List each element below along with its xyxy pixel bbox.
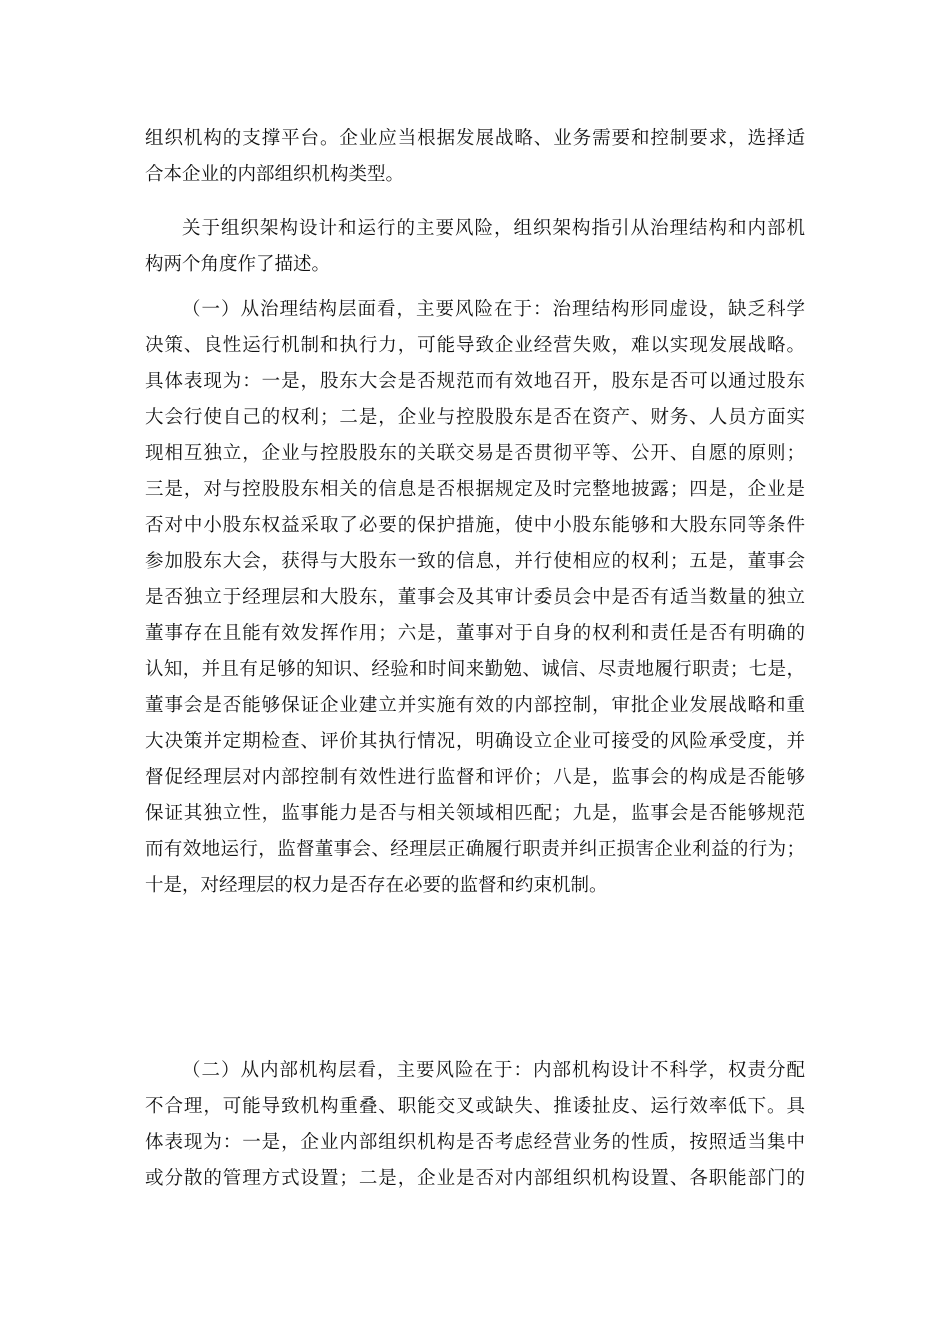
text-line: 认知，并且有足够的知识、经验和时间来勤勉、诚信、尽责地履行职责；七是， bbox=[145, 659, 805, 680]
text-line: 董事会是否能够保证企业建立并实施有效的内部控制，审批企业发展战略和重 bbox=[145, 695, 805, 716]
paragraph-org-platform bbox=[145, 121, 805, 193]
text-line: 决策、良性运行机制和执行力，可能导致企业经营失败，难以实现发展战略。 bbox=[145, 335, 805, 356]
text-line: 大决策并定期检查、评价其执行情况，明确设立企业可接受的风险承受度，并 bbox=[145, 731, 805, 752]
text-line: 董事存在且能有效发挥作用；六是，董事对于自身的权利和责任是否有明确的 bbox=[145, 623, 805, 644]
text-line: 现相互独立，企业与控股股东的关联交易是否贯彻平等、公开、自愿的原则； bbox=[145, 443, 805, 464]
text-line: 三是，对与控股股东相关的信息是否根据规定及时完整地披露；四是，企业是 bbox=[145, 479, 805, 500]
text-line: 组织机构的支撑平台。企业应当根据发展战略、业务需要和控制要求，选择适 bbox=[145, 128, 805, 149]
text-line: 关于组织架构设计和运行的主要风险，组织架构指引从治理结构和内部机 bbox=[182, 218, 805, 239]
paragraph-governance-risks bbox=[145, 292, 805, 904]
text-line: 构两个角度作了描述。 bbox=[145, 254, 331, 275]
text-line: 大会行使自己的权利；二是，企业与控股股东是否在资产、财务、人员方面实 bbox=[145, 407, 805, 428]
text-line: 否对中小股东权益采取了必要的保护措施，使中小股东能够和大股东同等条件 bbox=[145, 515, 805, 536]
text-line: 十是，对经理层的权力是否存在必要的监督和约束机制。 bbox=[145, 875, 608, 896]
text-line: （一）从治理结构层面看，主要风险在于：治理结构形同虚设，缺乏科学 bbox=[182, 299, 805, 320]
text-line: 不合理，可能导致机构重叠、职能交叉或缺失、推诿扯皮、运行效率低下。具 bbox=[145, 1096, 805, 1117]
text-line: 督促经理层对内部控制有效性进行监督和评价；八是，监事会的构成是否能够 bbox=[145, 767, 805, 788]
paragraph-main-risks-intro bbox=[145, 211, 805, 283]
text-line: 是否独立于经理层和大股东，董事会及其审计委员会中是否有适当数量的独立 bbox=[145, 587, 805, 608]
text-line: 参加股东大会，获得与大股东一致的信息，并行使相应的权利；五是，董事会 bbox=[145, 551, 805, 572]
text-line: 体表现为：一是，企业内部组织机构是否考虑经营业务的性质，按照适当集中 bbox=[145, 1132, 805, 1153]
text-line: 或分散的管理方式设置；二是，企业是否对内部组织机构设置、各职能部门的 bbox=[145, 1168, 805, 1189]
text-line: 合本企业的内部组织机构类型。 bbox=[145, 164, 405, 185]
text-line: （二）从内部机构层看，主要风险在于：内部机构设计不科学，权责分配 bbox=[182, 1060, 805, 1081]
text-line: 保证其独立性，监事能力是否与相关领域相匹配；九是，监事会是否能够规范 bbox=[145, 803, 805, 824]
text-line: 而有效地运行，监督董事会、经理层正确履行职责并纠正损害企业利益的行为； bbox=[145, 839, 805, 860]
paragraph-internal-org-risks bbox=[145, 1053, 805, 1197]
text-line: 具体表现为：一是，股东大会是否规范而有效地召开，股东是否可以通过股东 bbox=[145, 371, 805, 392]
